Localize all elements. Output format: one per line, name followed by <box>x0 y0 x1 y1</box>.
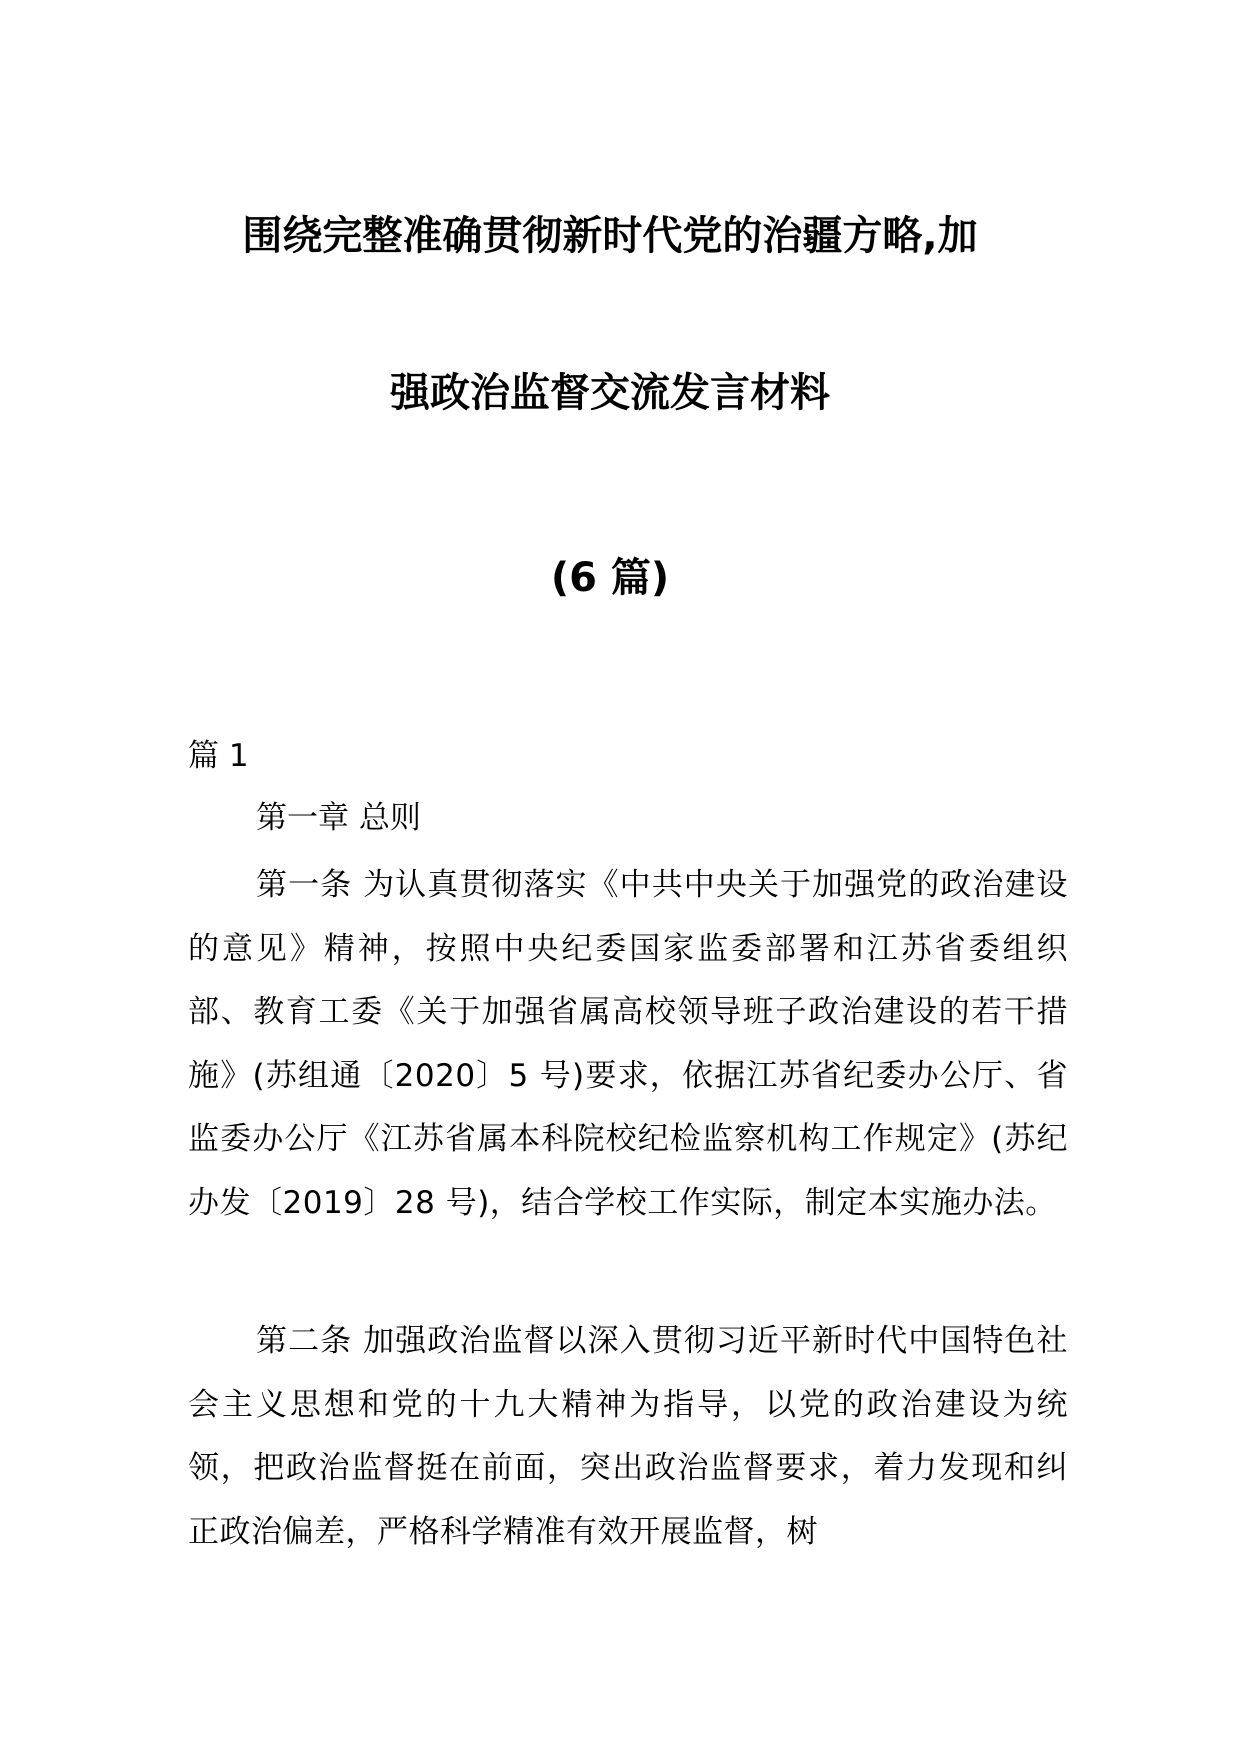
body-paragraph: 第二条 加强政治监督以深入贯彻习近平新时代中国特色社会主义思想和党的十九大精神为指导，以党的政治建设为统领，把政治监督挺在前面，突出政治监督要求，着力发现和纠正政治偏差，严格科学精准有效开展监督，树 <box>188 1323 1068 1550</box>
document-title-line-2: 强政治监督交流发言材料 <box>390 370 830 416</box>
document-title-count: (6 篇) <box>550 555 670 601</box>
document-title-line-1: 围绕完整准确贯彻新时代党的治疆方略,加 <box>242 213 978 259</box>
chapter-heading: 第一章 总则 <box>256 800 421 836</box>
section-label: 篇 1 <box>188 738 249 774</box>
body-paragraph-1-container <box>188 854 1068 1235</box>
body-paragraph: 第一条 为认真贯彻落实《中共中央关于加强党的政治建设的意见》精神，按照中央纪委国家监委部署和江苏省委组织部、教育工委《关于加强省属高校领导班子政治建设的若干措施》(苏组通〔2020〕5 号)要求，依据江苏省纪委办公厅、省监委办公厅《江苏省属本科院校纪检监察机构工作规定》(苏纪办发〔2019〕28 号)，结合学校工作实际，制定本实施办法。 <box>188 867 1068 1221</box>
body-paragraph-2-container <box>188 1310 1068 1564</box>
